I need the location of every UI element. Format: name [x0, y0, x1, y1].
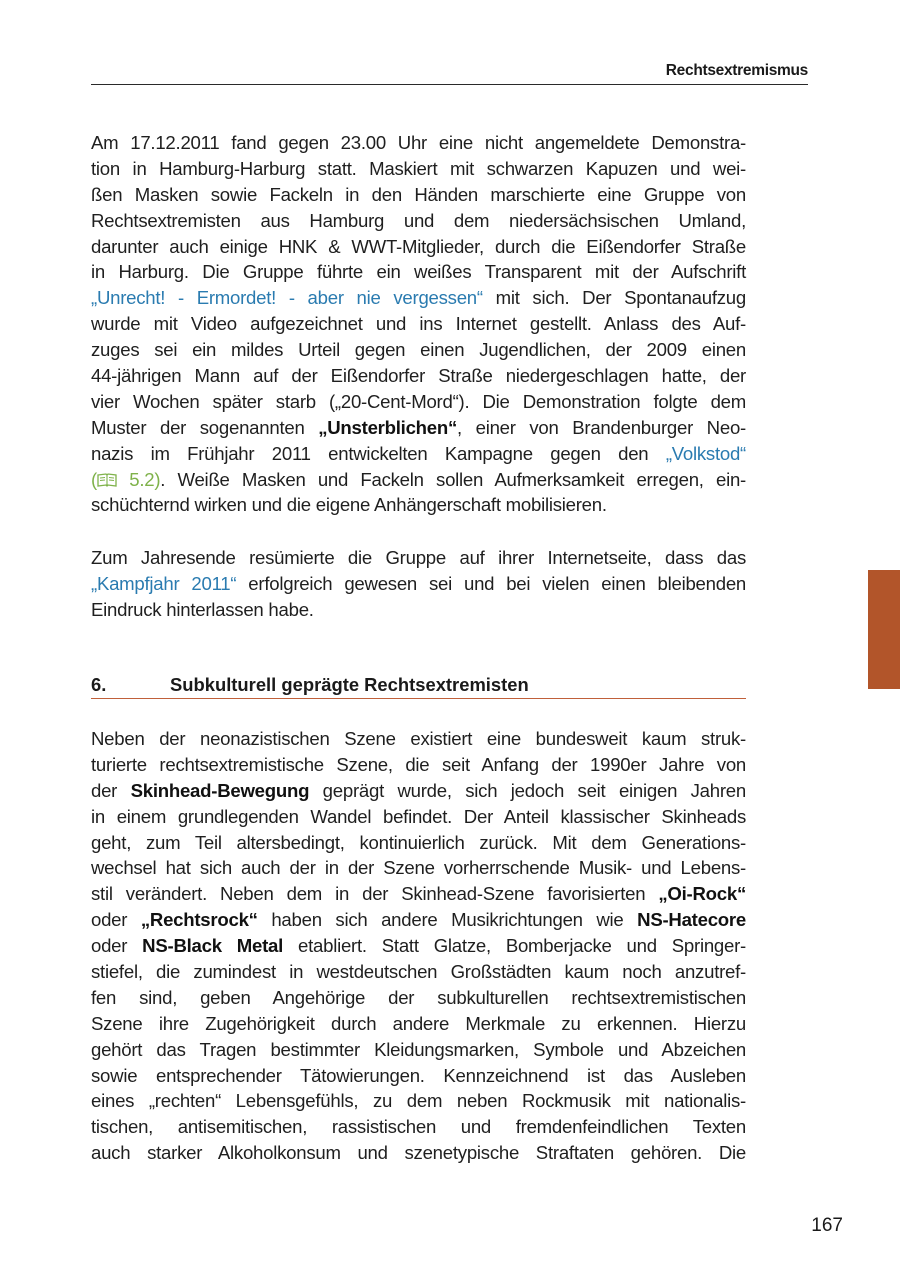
text-line	[91, 285, 746, 311]
text-line: gehört das Tragen bestimmter Kleidungsmarken, Symbole und Abzeichen	[91, 1038, 746, 1060]
text-span: . Weiße Masken und Fackeln sollen Aufmerksamkeit erregen, ein-	[160, 468, 746, 490]
bold-term-skinhead: Skinhead-Bewegung	[130, 779, 310, 801]
paragraph-2	[91, 545, 746, 623]
text-line: fen sind, geben Angehörige der subkulturellen rechtsextremistischen	[91, 986, 746, 1008]
bold-term-ns-hatecore: NS-Hatecore	[637, 909, 746, 931]
text-line: schüchternd wirken und die eigene Anhängerschaft mobilisieren.	[91, 494, 607, 516]
chapter-side-tab	[868, 570, 900, 689]
header-rule	[91, 84, 808, 85]
text-line: Zum Jahresende resümierte die Gruppe auf ihrer Internetseite, dass das	[91, 547, 746, 568]
text-span: oder	[91, 909, 141, 931]
paragraph-1	[91, 130, 746, 518]
text-line: wurde mit Video aufgezeichnet und ins Internet gestellt. Anlass des Auf-	[91, 313, 746, 335]
text-line: geht, zum Teil altersbedingt, kontinuierlich zurück. Mit dem Generations-	[91, 831, 746, 853]
text-line: 44-jährigen Mann auf der Eißendorfer Straße niedergeschlagen hatte, der	[91, 365, 746, 387]
text-span: stil verändert. Neben dem in der Skinhead-Szene favorisierten	[91, 883, 659, 905]
bold-term-unsterblichen: „Unsterblichen“	[318, 416, 458, 438]
text-line: turierte rechtsextremistische Szene, die seit Anfang der 1990er Jahre von	[91, 753, 746, 775]
text-line	[91, 467, 746, 493]
text-line: sowie entsprechender Tätowierungen. Kennzeichnend ist das Ausleben	[91, 1064, 746, 1086]
bold-term-ns-black-metal: NS-Black Metal	[142, 935, 284, 957]
text-span: geprägt wurde, sich jedoch seit einigen Jahren	[309, 779, 746, 801]
text-line: vier Wochen später starb („20-Cent-Mord“). Die Demonstration folgte dem	[91, 390, 746, 412]
text-line: stiefel, die zumindest in westdeutschen Großstädten kaum noch anzutref-	[91, 961, 746, 983]
text-line: Am 17.12.2011 fand gegen 23.00 Uhr eine nicht angemeldete Demonstra-	[91, 132, 746, 153]
text-span: Muster der sogenannten	[91, 416, 319, 438]
text-line: in Harburg. Die Gruppe führte ein weißes Transparent mit der Aufschrift	[91, 261, 746, 283]
quote-link-volkstod[interactable]: „Volkstod“	[665, 442, 746, 464]
quote-link-unrecht[interactable]: „Unrecht! - Ermordet! - aber nie vergessen“	[91, 287, 483, 309]
text-span: erfolgreich gewesen sei und bei vielen einen bleibenden	[236, 572, 747, 594]
text-line: Szene ihre Zugehörigkeit durch andere Merkmale zu erkennen. Hierzu	[91, 1012, 746, 1034]
text-span: etabliert. Statt Glatze, Bomberjacke und Springer-	[283, 935, 746, 957]
text-line: Neben der neonazistischen Szene existiert eine bundesweit kaum struk-	[91, 728, 746, 749]
page-number: 167	[811, 1215, 843, 1236]
section-heading	[91, 674, 746, 699]
text-line	[91, 881, 746, 907]
text-line: zuges sei ein mildes Urteil gegen einen Jugendlichen, der 2009 einen	[91, 339, 746, 361]
text-line: Rechtsextremisten aus Hamburg und dem niedersächsischen Umland,	[91, 209, 746, 231]
crossref-label: 5.2)	[116, 468, 161, 490]
text-line	[91, 907, 746, 933]
text-line	[91, 778, 746, 804]
text-line: in einem grundlegenden Wandel befindet. Der Anteil klassischer Skinheads	[91, 805, 746, 827]
bold-term-oi-rock: „Oi-Rock“	[658, 883, 746, 905]
text-span: , einer von Brandenburger Neo-	[457, 416, 746, 438]
section-title: Subkulturell geprägte Rechtsextremisten	[170, 674, 529, 695]
text-line: darunter auch einige HNK & WWT-Mitglieder, durch die Eißendorfer Straße	[91, 235, 746, 257]
text-span: haben sich andere Musikrichtungen wie	[257, 909, 638, 931]
book-icon	[97, 473, 117, 488]
crossref-link-5-2[interactable]	[91, 469, 160, 490]
text-line: Eindruck hinterlassen habe.	[91, 598, 314, 620]
quote-link-kampfjahr[interactable]: „Kampfjahr 2011“	[91, 572, 237, 594]
text-line: tischen, antisemitischen, rassistischen und fremdenfeindlichen Texten	[91, 1116, 746, 1138]
section-number: 6.	[91, 674, 107, 695]
text-line: ßen Masken sowie Fackeln in den Händen marschierte eine Gruppe von	[91, 183, 746, 205]
text-line	[91, 933, 746, 959]
text-line: tion in Hamburg-Harburg statt. Maskiert mit schwarzen Kapuzen und wei-	[91, 157, 746, 179]
bold-term-rechtsrock: „Rechtsrock“	[140, 909, 258, 931]
text-line: wechsel hat sich auch der in der Szene vorherrschende Musik- und Lebens-	[91, 857, 746, 879]
text-span: mit sich. Der Spontanaufzug	[482, 287, 746, 309]
text-span: nazis im Frühjahr 2011 entwickelten Kampagne gegen den	[91, 442, 666, 464]
header-title: Rechtsextremismus	[665, 62, 808, 79]
text-line: eines „rechten“ Lebensgefühls, zu dem neben Rockmusik mit nationalis-	[91, 1090, 746, 1112]
crossref-open: (	[91, 468, 97, 490]
paragraph-3	[91, 726, 746, 1166]
text-line	[91, 571, 746, 597]
text-line	[91, 415, 746, 441]
text-line: auch starker Alkoholkonsum und szenetypische Straftaten gehören. Die	[91, 1142, 746, 1164]
text-line	[91, 441, 746, 467]
text-span: oder	[91, 935, 143, 957]
text-span: der	[91, 779, 131, 801]
